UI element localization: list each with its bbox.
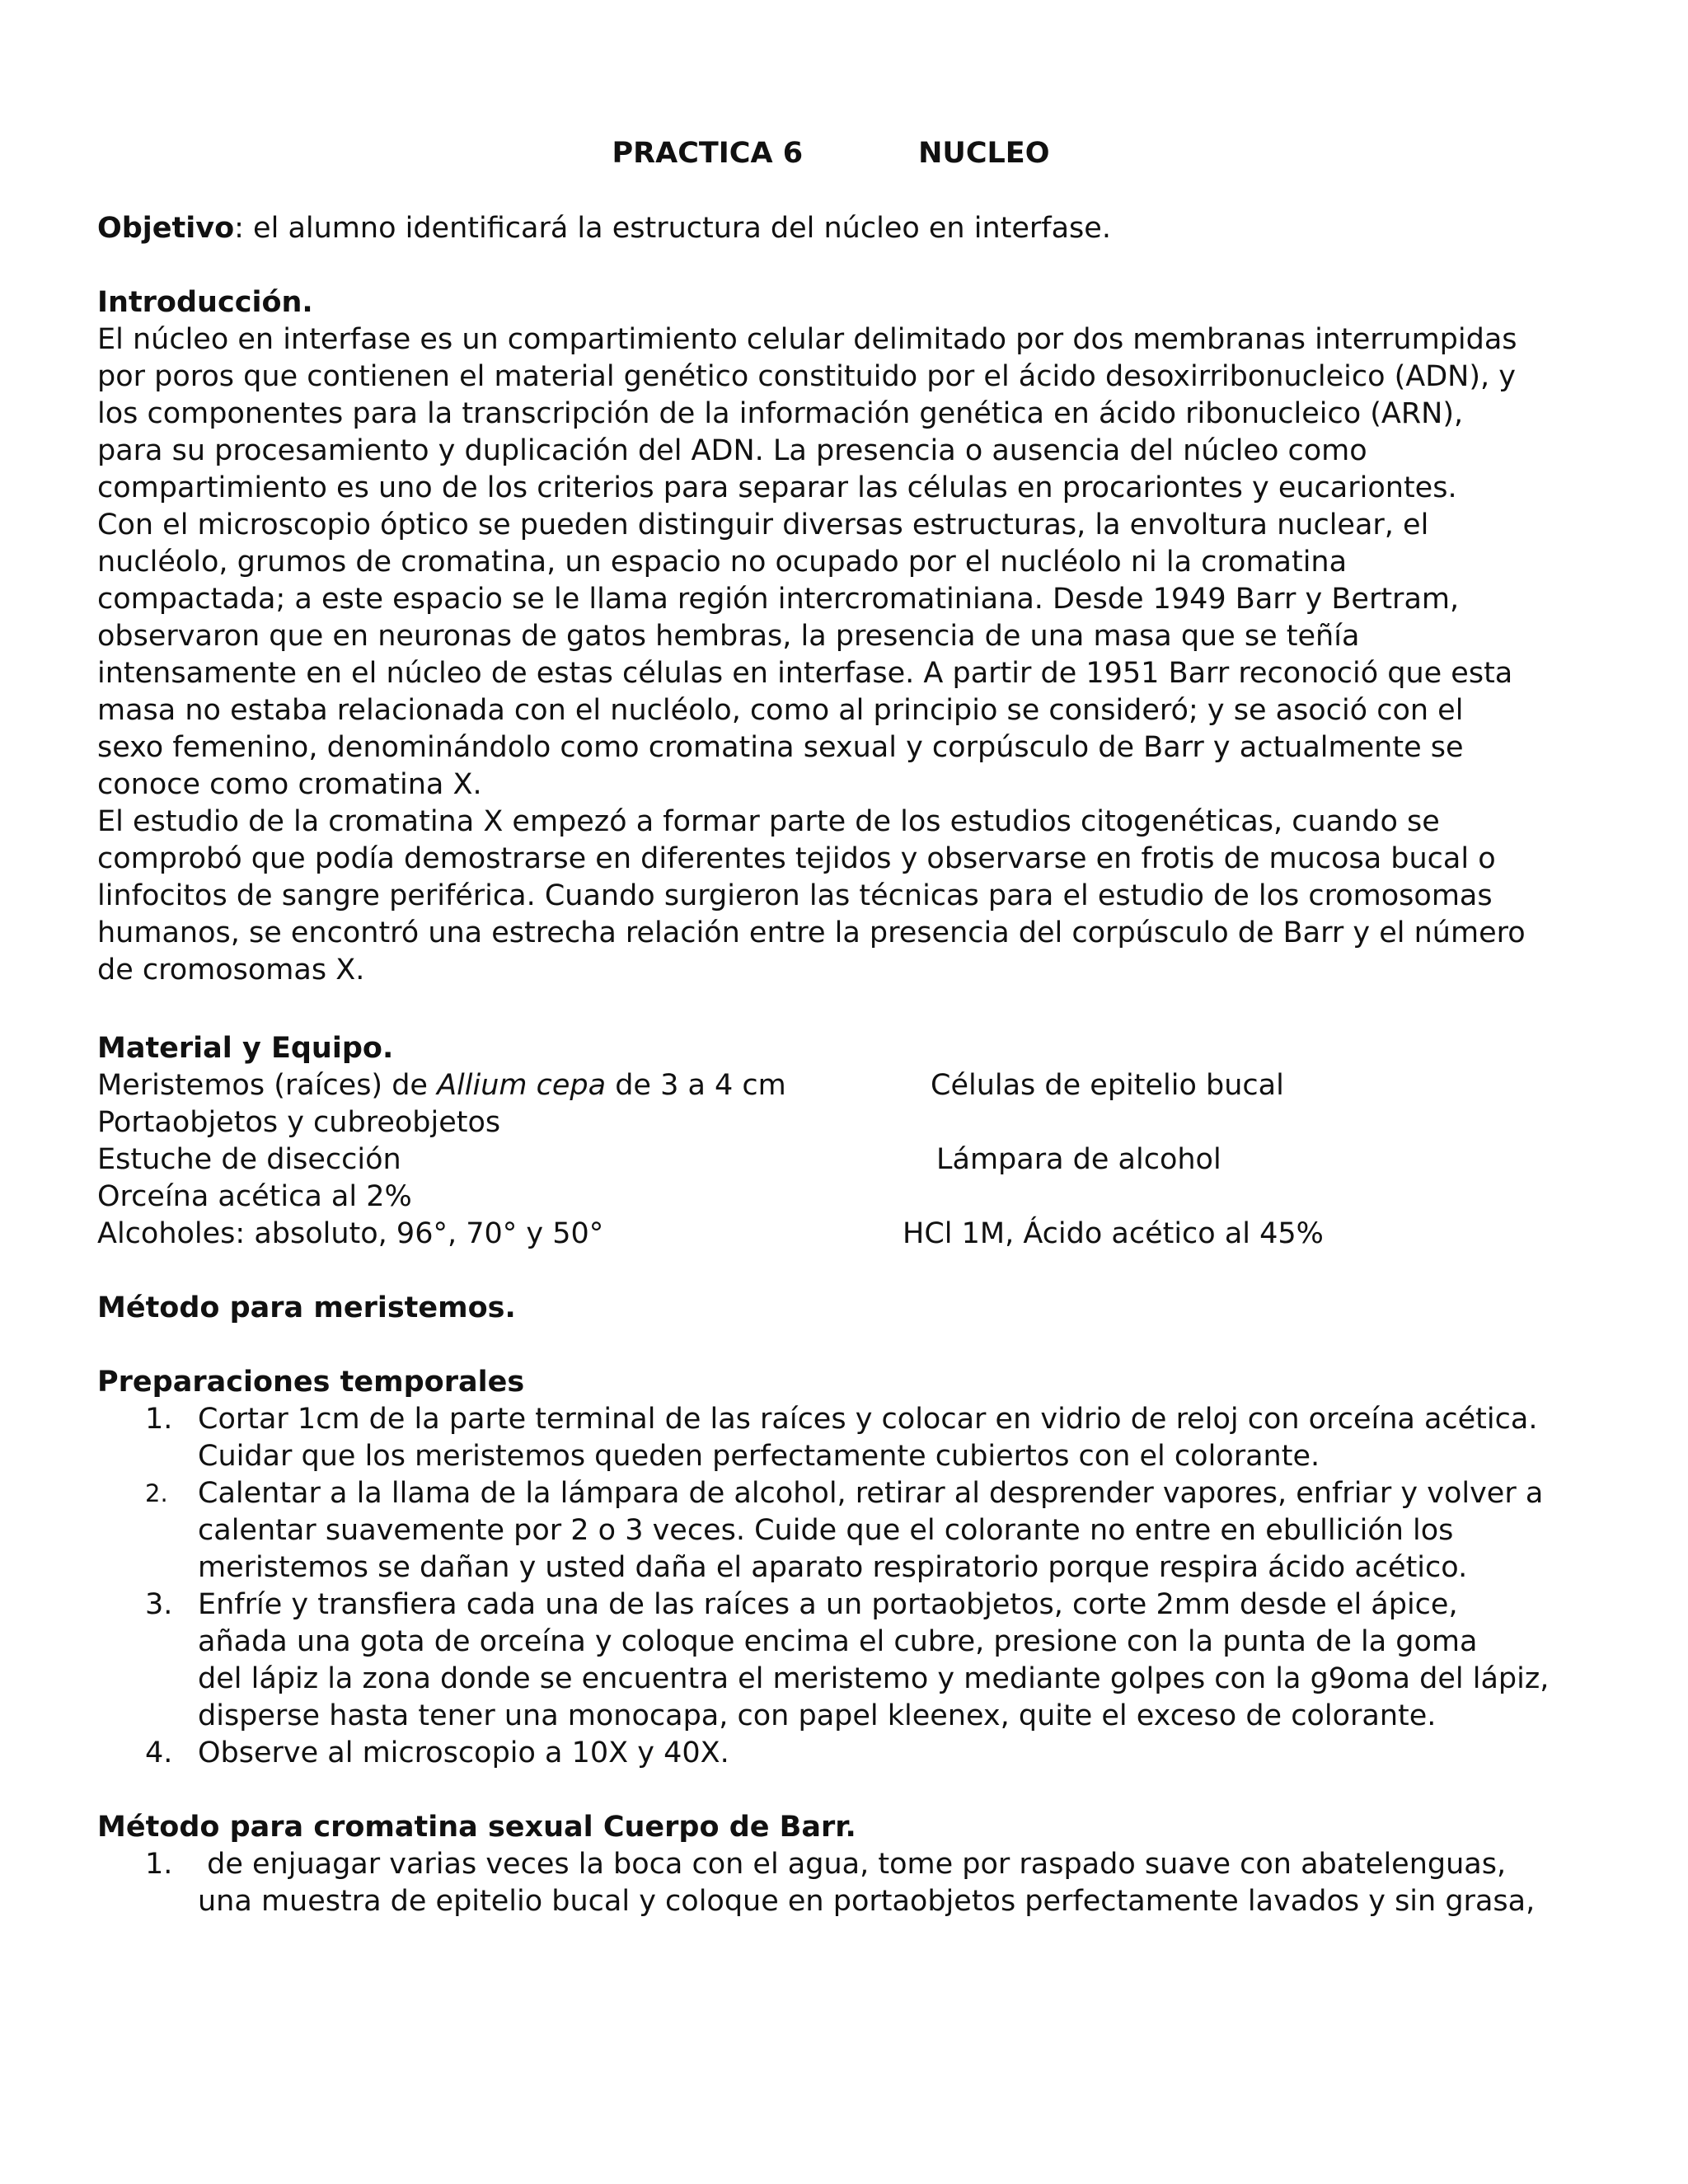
intro-line: para su procesamiento y duplicación del ADN. La presencia o ausencia del núcleo como — [97, 434, 1367, 467]
material-item: Alcoholes: absoluto, 96°, 70° y 50° — [97, 1217, 604, 1250]
intro-line: observaron que en neuronas de gatos hembras, la presencia de una masa que se teñía — [97, 620, 1360, 653]
intro-line: masa no estaba relacionada con el nucléolo, como al principio se consideró; y se asoció con el — [97, 694, 1464, 727]
intro-line: Con el microscopio óptico se pueden distinguir diversas estructuras, la envoltura nuclear, el — [97, 509, 1429, 541]
material-item: Lámpara de alcohol — [936, 1143, 1221, 1176]
materials-heading: Material y Equipo. — [97, 1032, 394, 1065]
objective-section — [97, 210, 1606, 247]
intro-line: los componentes para la transcripción de la información genética en ácido ribonucleico (ARN), — [97, 397, 1464, 430]
title-topic: NUCLEO — [918, 137, 1050, 170]
method-meristems-heading: Método para meristemos. — [97, 1291, 516, 1324]
intro-line: comprobó que podía demostrarse en diferentes tejidos y observarse en frotis de mucosa bucal o — [97, 842, 1496, 875]
species-name: Allium cepa — [437, 1069, 607, 1102]
intro-line: El estudio de la cromatina X empezó a formar parte de los estudios citogenéticas, cuando se — [97, 805, 1440, 838]
materials-section — [97, 1030, 1606, 1253]
intro-line: compactada; a este espacio se le llama región intercromatiniana. Desde 1949 Barr y Bertram, — [97, 583, 1460, 616]
step-number: 1. — [145, 1848, 173, 1881]
materials-row — [97, 1141, 1606, 1179]
objective-label: Objetivo — [97, 212, 235, 245]
list-item: 1. de enjuagar varias veces la boca con el agua, tome por raspado suave con abatelenguas, una muestra de epitelio bucal y coloque en portaobjetos perfectamente lavados y sin grasa, — [145, 1848, 1536, 1918]
temporary-preparations-section — [97, 1364, 1606, 1772]
step-number: 3. — [145, 1588, 173, 1621]
page-title — [97, 135, 1564, 172]
method-barr-heading: Método para cromatina sexual Cuerpo de Barr. — [97, 1811, 856, 1844]
intro-line: sexo femenino, denominándolo como cromatina sexual y corpúsculo de Barr y actualmente se — [97, 731, 1464, 764]
materials-row — [97, 1179, 1606, 1216]
method-barr-section — [97, 1809, 1606, 1920]
method-meristems-section — [97, 1290, 1606, 1327]
material-item: HCl 1M, Ácido acético al 45% — [903, 1217, 1324, 1250]
material-item: Células de epitelio bucal — [931, 1069, 1284, 1102]
list-item: 1. Cortar 1cm de la parte terminal de las raíces y colocar en vidrio de reloj con orceína acética. Cuidar que los meristemos queden perfectamente cubiertos con el colorante. — [145, 1403, 1538, 1473]
temporary-preparations-heading: Preparaciones temporales — [97, 1366, 525, 1399]
list-item: 2. Calentar a la llama de la lámpara de alcohol, retirar al desprender vapores, enfriar y volver a calentar suavemente por 2 o 3 veces. Cuide que el colorante no entre en ebullición los meristemos se dañan y usted daña el aparato respiratorio porque respira ácido acético. — [145, 1477, 1544, 1584]
step-number: 2. — [145, 1479, 168, 1507]
list-item: 4. Observe al microscopio a 10X y 40X. — [97, 1735, 1606, 1772]
meristem-steps-list — [97, 1401, 1606, 1772]
material-item: Orceína acética al 2% — [97, 1180, 412, 1213]
intro-line: nucléolo, grumos de cromatina, un espacio no ocupado por el nucléolo ni la cromatina — [97, 546, 1348, 579]
introduction-heading: Introducción. — [97, 286, 313, 319]
intro-line: linfocitos de sangre periférica. Cuando surgieron las técnicas para el estudio de los cromosomas — [97, 879, 1493, 912]
intro-line: conoce como cromatina X. — [97, 768, 482, 801]
intro-line: de cromosomas X. — [97, 954, 365, 987]
material-item: Meristemos (raíces) de Allium cepa de 3 a 4 cm — [97, 1069, 786, 1102]
objective-text: : el alumno identificará la estructura del núcleo en interfase. — [234, 212, 1111, 245]
materials-row — [97, 1104, 1606, 1141]
materials-row — [97, 1216, 1606, 1253]
material-item: Portaobjetos y cubreobjetos — [97, 1106, 501, 1139]
step-number: 1. — [145, 1403, 173, 1436]
intro-line: compartimiento es uno de los criterios para separar las células en procariontes y eucariontes. — [97, 471, 1457, 504]
intro-line: por poros que contienen el material genético constituido por el ácido desoxirribonucleico (ADN), y — [97, 360, 1516, 393]
intro-line: intensamente en el núcleo de estas células en interfase. A partir de 1951 Barr reconoció que esta — [97, 657, 1513, 690]
materials-row — [97, 1067, 1606, 1104]
intro-line: El núcleo en interfase es un compartimiento celular delimitado por dos membranas interrumpidas — [97, 323, 1517, 356]
title-practice: PRACTICA 6 — [612, 137, 804, 170]
introduction-section — [97, 284, 1606, 989]
material-item: Estuche de disección — [97, 1143, 401, 1176]
step-number: 4. — [145, 1736, 173, 1769]
list-item: 3. Enfríe y transfiera cada una de las raíces a un portaobjetos, corte 2mm desde el ápice, añada una gota de orceína y coloque encima el cubre, presione con la punta de la goma del lápiz la zona donde se encuentra el meristemo y mediante golpes con la g9oma del lápiz, disperse hasta tener una monocapa, con papel kleenex, quite el exceso de colorante. — [145, 1588, 1550, 1732]
barr-steps-list — [97, 1846, 1606, 1920]
intro-line: humanos, se encontró una estrecha relación entre la presencia del corpúsculo de Barr y el número — [97, 916, 1526, 949]
